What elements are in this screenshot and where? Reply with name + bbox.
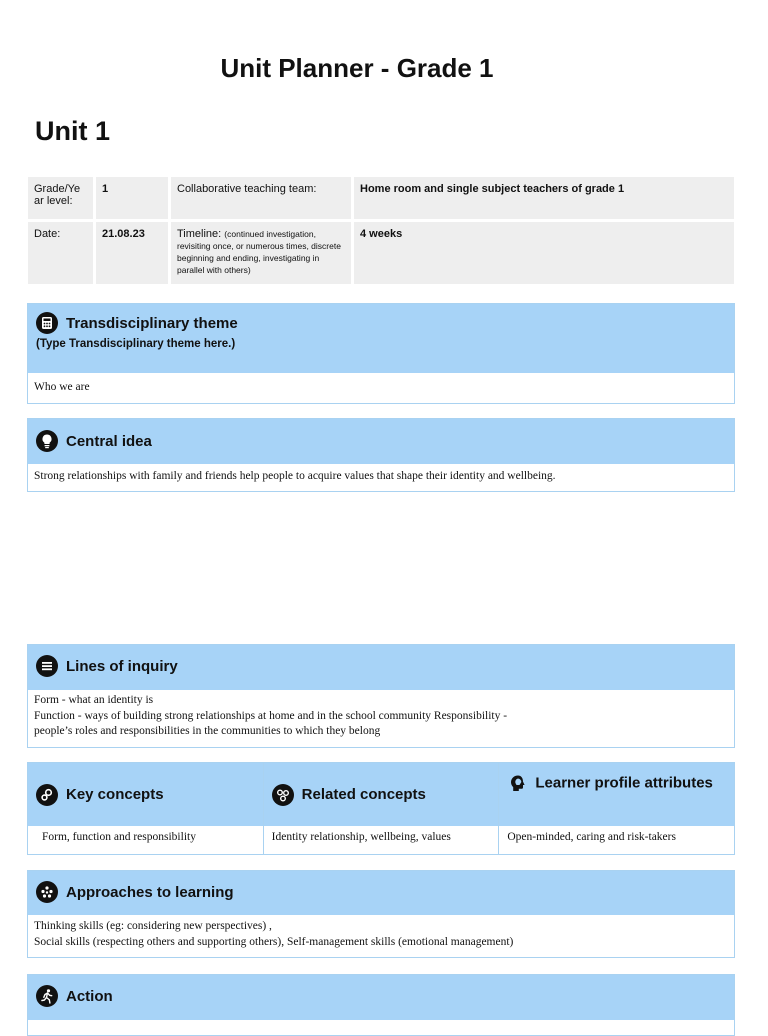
learner-profile-title: Learner profile attributes — [535, 774, 713, 792]
timeline-value: 4 weeks — [354, 222, 734, 284]
timeline-cell — [171, 222, 351, 284]
related-concepts-column — [264, 763, 500, 854]
lines-of-inquiry-header — [28, 645, 734, 690]
unit-heading: Unit 1 — [35, 116, 111, 146]
head-icon — [507, 772, 529, 794]
action-header — [28, 975, 734, 1020]
approach-line: Social skills (respecting others and supporting others), Self-management skills (emotional management) — [34, 935, 514, 948]
calculator-icon — [36, 312, 58, 334]
concepts-table — [27, 762, 735, 855]
grade-value: 1 — [96, 177, 168, 219]
key-concepts-column — [28, 763, 264, 854]
timeline-note: (continued investigation, revisiting once, or numerous times, discrete beginning and ending, investigating in parallel with others) — [177, 229, 341, 275]
learner-profile-header — [499, 763, 734, 826]
transdisciplinary-title: Transdisciplinary theme — [66, 314, 238, 332]
action-section — [27, 974, 735, 1036]
action-title: Action — [66, 987, 113, 1005]
inquiry-line: Form - what an identity is — [34, 694, 154, 706]
team-label: Collaborative teaching team: — [171, 177, 351, 219]
central-idea-header — [28, 419, 734, 464]
lines-of-inquiry-title: Lines of inquiry — [66, 657, 178, 675]
approach-line: Thinking skills (eg: considering new perspectives) , — [34, 920, 272, 932]
inquiry-line: people’s roles and responsibilities in the communities to which they belong — [34, 725, 381, 737]
key-concept-icon — [36, 784, 58, 806]
central-idea-body: Strong relationships with family and friends help people to acquire values that shape their identity and wellbeing. — [34, 470, 556, 482]
lines-of-inquiry-body — [28, 690, 734, 747]
transdisciplinary-header — [28, 304, 734, 373]
learner-profile-column — [499, 763, 734, 854]
unit-info-table — [25, 174, 737, 287]
inquiry-line: Function - ways of building strong relationships at home and in the school community Responsibility - — [34, 709, 508, 722]
approaches-header — [28, 871, 734, 915]
team-value: Home room and single subject teachers of grade 1 — [354, 177, 734, 219]
skills-icon — [36, 881, 58, 903]
related-concept-icon — [272, 784, 294, 806]
related-concepts-title: Related concepts — [301, 786, 426, 803]
key-concepts-header — [28, 763, 263, 826]
list-icon — [36, 655, 58, 677]
running-person-icon — [36, 985, 58, 1007]
document-title: Unit Planner - Grade 1 — [220, 53, 494, 83]
transdisciplinary-section — [27, 303, 735, 404]
date-label: Date: — [28, 222, 93, 284]
related-concepts-body: Identity relationship, wellbeing, values — [271, 831, 451, 843]
related-concepts-header — [264, 763, 499, 826]
approaches-section — [27, 870, 735, 958]
transdisciplinary-body: Who we are — [34, 381, 90, 393]
learner-profile-heading — [507, 772, 713, 794]
learner-profile-body: Open-minded, caring and risk-takers — [507, 831, 676, 843]
grade-label: Grade/Ye ar level: — [28, 177, 93, 219]
key-concepts-body: Form, function and responsibility — [42, 831, 196, 843]
transdisciplinary-subtitle: (Type Transdisciplinary theme here.) — [36, 338, 236, 350]
key-concepts-title: Key concepts — [66, 786, 164, 803]
lightbulb-icon — [36, 430, 58, 452]
timeline-label: Timeline: — [177, 228, 222, 240]
date-value: 21.08.23 — [96, 222, 168, 284]
central-idea-section — [27, 418, 735, 492]
central-idea-title: Central idea — [66, 432, 152, 450]
approaches-title: Approaches to learning — [66, 883, 234, 901]
approaches-body — [28, 915, 734, 957]
lines-of-inquiry-section — [27, 644, 735, 748]
